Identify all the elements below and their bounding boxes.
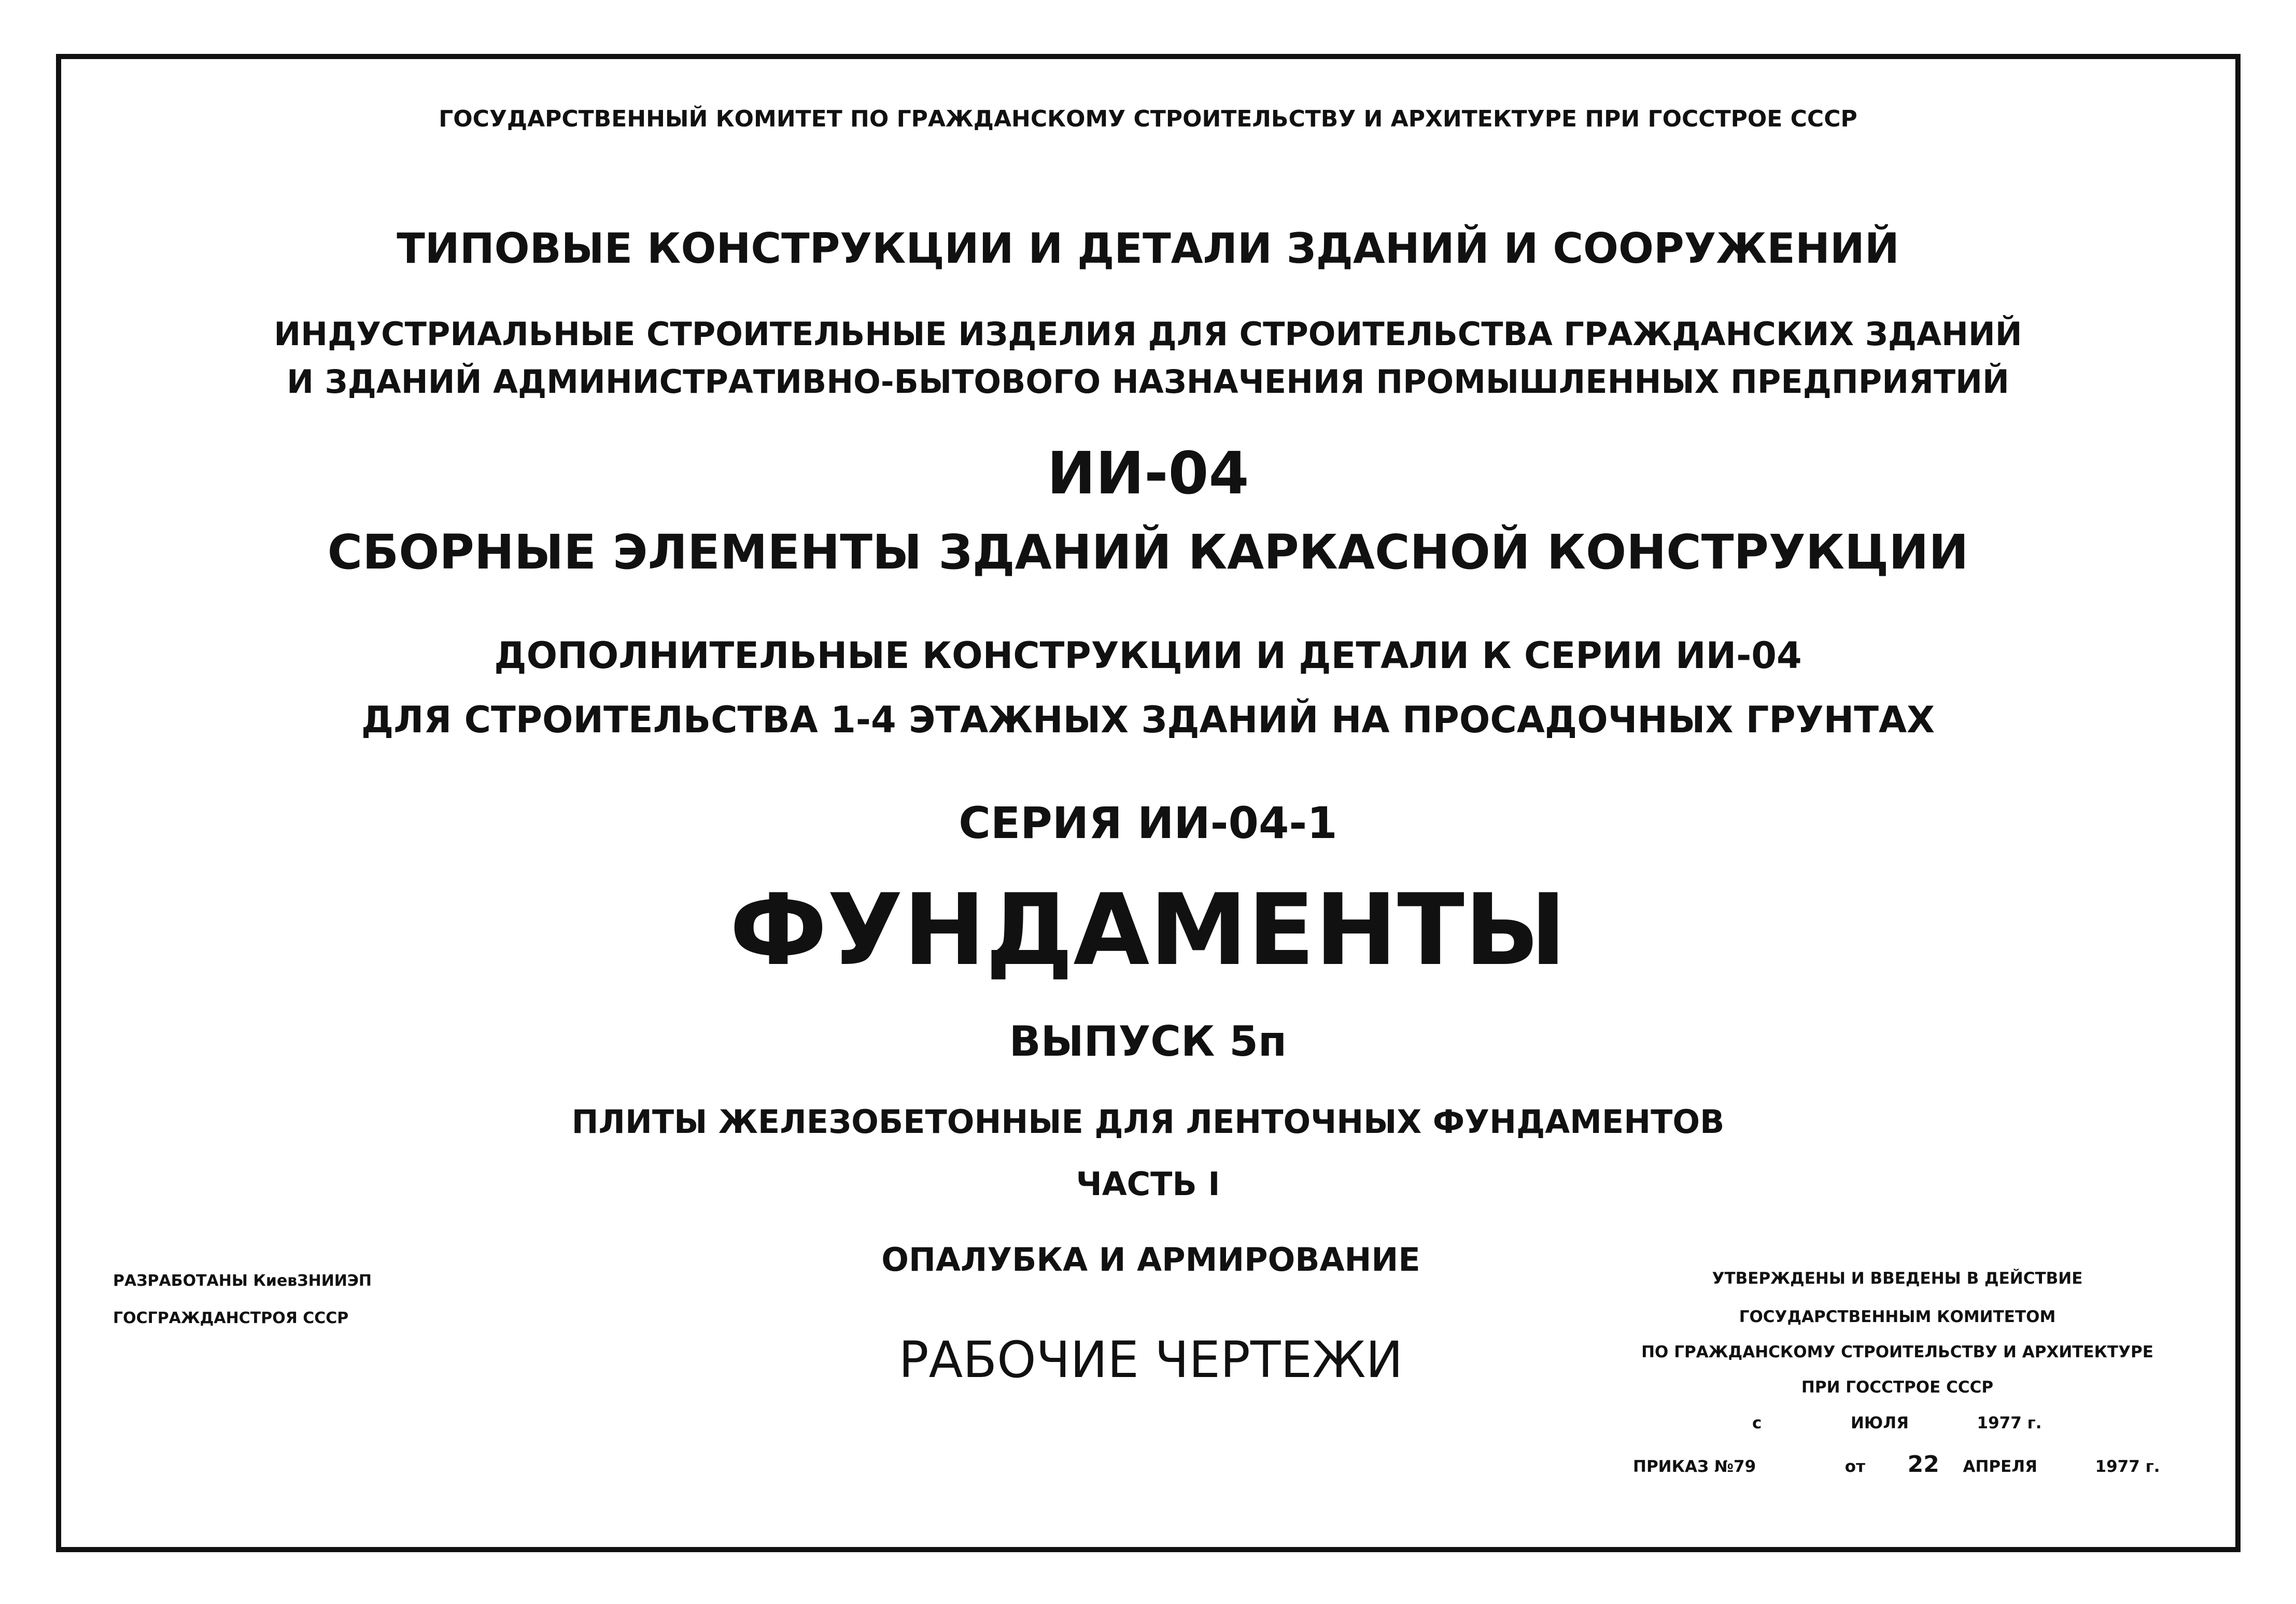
committee-header: ГОСУДАРСТВЕННЫЙ КОМИТЕТ ПО ГРАЖДАНСКОМУ СТРОИТЕЛЬСТВУ И АРХИТЕКТУРЕ ПРИ ГОССТРОЕ СССР: [439, 106, 1857, 132]
order-from: от: [1844, 1457, 1866, 1476]
series-code: ИИ-04: [1047, 440, 1249, 507]
plates-subtitle: ПЛИТЫ ЖЕЛЕЗОБЕТОННЫЕ ДЛЯ ЛЕНТОЧНЫХ ФУНДАМЕНТОВ: [571, 1103, 1725, 1141]
effective-month: ИЮЛЯ: [1850, 1414, 1909, 1432]
issue-number: ВЫПУСК 5п: [1009, 1017, 1287, 1066]
frame-elements-title: СБОРНЫЕ ЭЛЕМЕНТЫ ЗДАНИЙ КАРКАСНОЙ КОНСТРУКЦИИ: [327, 524, 1969, 580]
order-label: ПРИКАЗ №79: [1633, 1457, 1756, 1476]
order-info: [1633, 1451, 2160, 1478]
approval-line-4: ПРИ ГОССТРОЕ СССР: [1801, 1378, 1994, 1397]
order-month: АПРЕЛЯ: [1963, 1457, 2037, 1476]
series-title: ТИПОВЫЕ КОНСТРУКЦИИ И ДЕТАЛИ ЗДАНИЙ И СООРУЖЕНИЙ: [397, 224, 1899, 273]
approval-line-3: ПО ГРАЖДАНСКОМУ СТРОИТЕЛЬСТВУ И АРХИТЕКТУРЕ: [1641, 1343, 2153, 1361]
part-number: ЧАСТЬ I: [1076, 1165, 1220, 1203]
order-day: 22: [1907, 1451, 1939, 1478]
additional-line-1: ДОПОЛНИТЕЛЬНЫЕ КОНСТРУКЦИИ И ДЕТАЛИ К СЕРИИ ИИ-04: [494, 634, 1802, 677]
effective-date: [1752, 1414, 2042, 1432]
drawings-title: РАБОЧИЕ ЧЕРТЕЖИ: [898, 1331, 1403, 1389]
main-title: ФУНДАМЕНТЫ: [729, 873, 1567, 987]
effective-year: 1977 г.: [1977, 1414, 2042, 1432]
approval-line-1: УТВЕРЖДЕНЫ И ВВЕДЕНЫ В ДЕЙСТВИЕ: [1712, 1269, 2083, 1288]
developer-line-2: ГОСГРАЖДАНСТРОЯ СССР: [113, 1309, 349, 1327]
series-number: СЕРИЯ ИИ-04-1: [959, 798, 1337, 848]
approval-line-2: ГОСУДАРСТВЕННЫМ КОМИТЕТОМ: [1739, 1308, 2056, 1326]
order-year: 1977 г.: [2095, 1457, 2160, 1476]
effective-prefix: с: [1752, 1414, 1762, 1432]
developer-line-1: РАЗРАБОТАНЫ КиевЗНИИЭП: [113, 1272, 372, 1290]
industrial-line-1: ИНДУСТРИАЛЬНЫЕ СТРОИТЕЛЬНЫЕ ИЗДЕЛИЯ ДЛЯ СТРОИТЕЛЬСТВА ГРАЖДАНСКИХ ЗДАНИЙ: [274, 315, 2022, 353]
additional-line-2: ДЛЯ СТРОИТЕЛЬСТВА 1-4 ЭТАЖНЫХ ЗДАНИЙ НА ПРОСАДОЧНЫХ ГРУНТАХ: [361, 699, 1935, 741]
industrial-line-2: И ЗДАНИЙ АДМИНИСТРАТИВНО-БЫТОВОГО НАЗНАЧЕНИЯ ПРОМЫШЛЕННЫХ ПРЕДПРИЯТИЙ: [287, 363, 2009, 401]
formwork-subtitle: ОПАЛУБКА И АРМИРОВАНИЕ: [881, 1241, 1420, 1279]
